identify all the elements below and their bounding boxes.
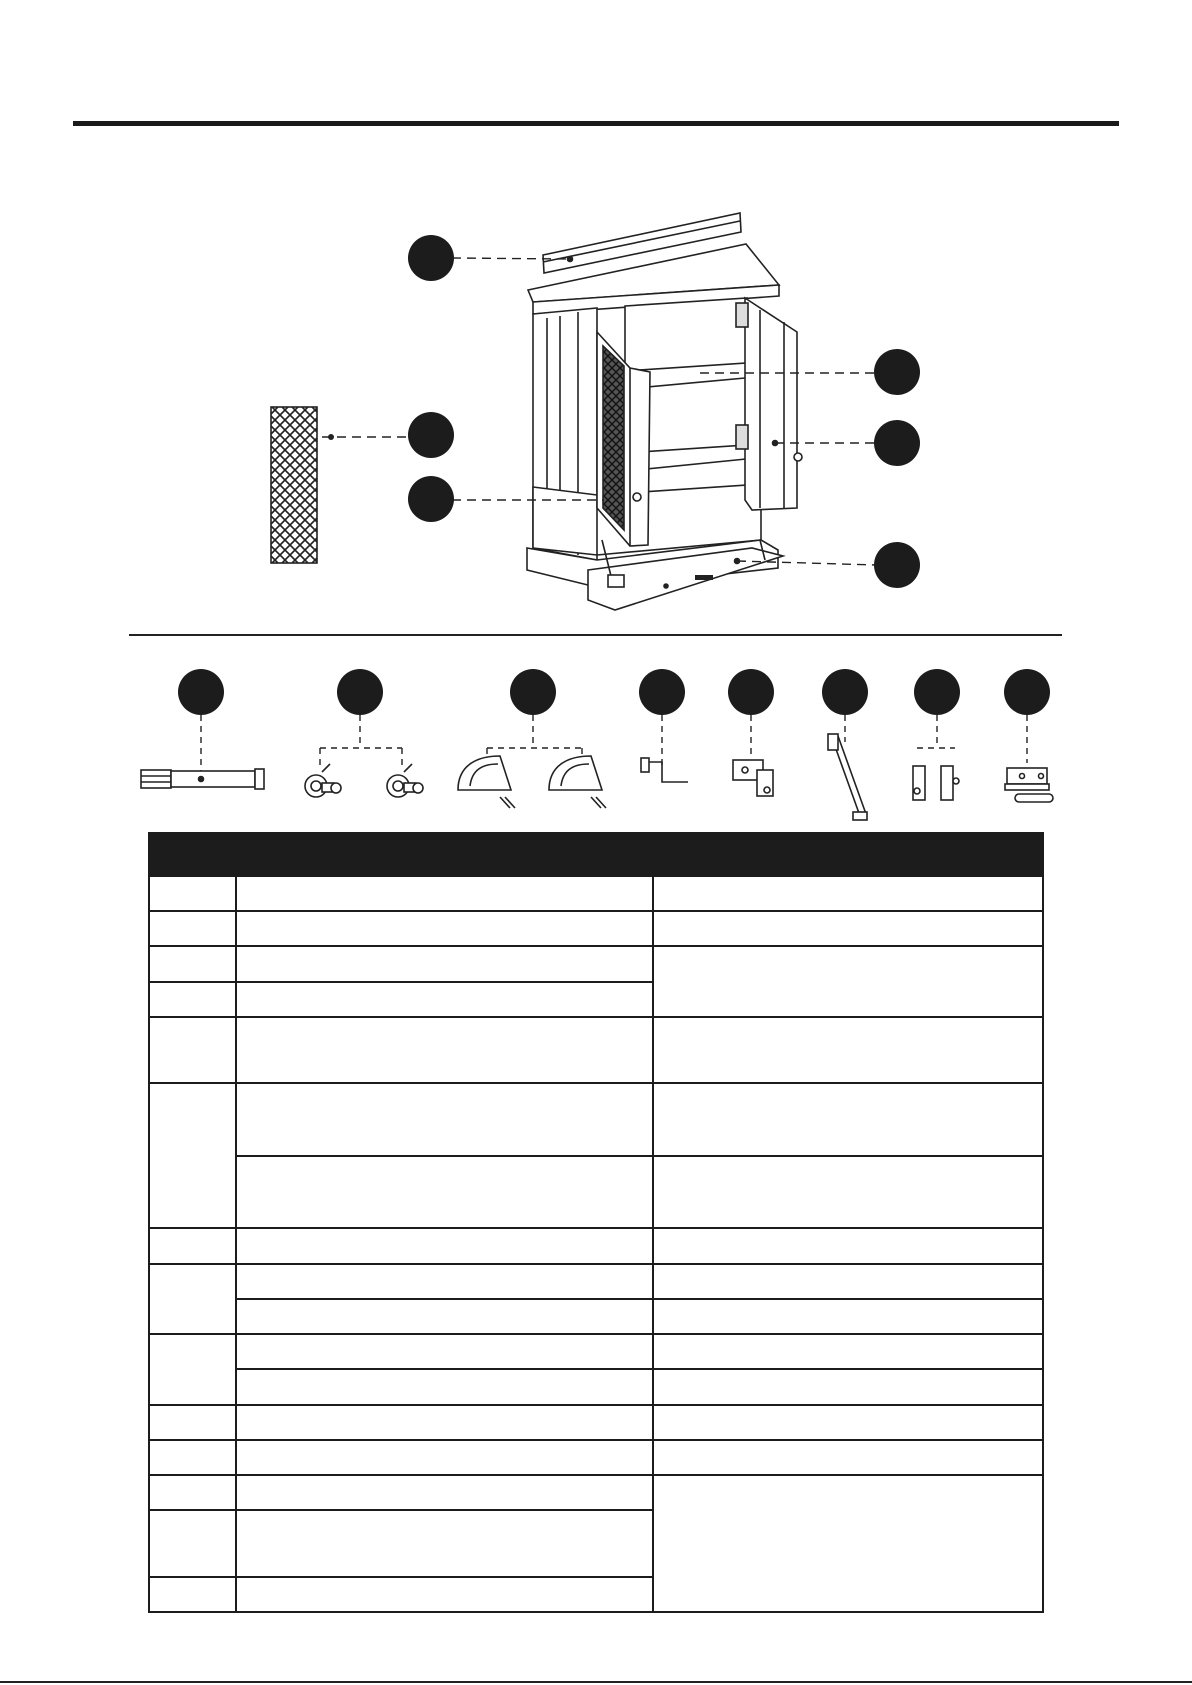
table-row — [149, 1228, 1043, 1263]
table-row — [149, 1475, 1043, 1510]
table-row — [149, 1083, 1043, 1156]
table-row — [149, 1334, 1043, 1369]
l-brackets — [913, 766, 959, 800]
bottom-divider — [0, 1681, 1192, 1683]
table-row — [149, 1156, 1043, 1229]
table-row — [149, 1017, 1043, 1083]
table-header-cell — [653, 833, 1043, 876]
hardware-items — [141, 734, 1053, 820]
right-door — [736, 298, 802, 510]
table-row — [149, 1264, 1043, 1299]
table-row — [149, 1440, 1043, 1475]
table-row — [149, 1299, 1043, 1334]
knobs — [305, 764, 423, 797]
allen-key-handle — [141, 769, 264, 789]
gas-strut — [828, 734, 867, 820]
hinge — [733, 760, 773, 796]
parts-diagram — [0, 0, 1192, 840]
hardware-markers — [178, 669, 1050, 715]
section-divider — [129, 634, 1062, 636]
table-row — [149, 911, 1043, 946]
lattice-panel — [271, 407, 317, 563]
cup-handles — [458, 756, 606, 808]
allen-key — [641, 758, 688, 782]
magnetic-catch — [1005, 768, 1053, 802]
table-header-cell — [236, 833, 653, 876]
table-row — [149, 876, 1043, 911]
table-row — [149, 946, 1043, 981]
table-row — [149, 1405, 1043, 1440]
parts-list-table — [148, 832, 1044, 1613]
table-row — [149, 1369, 1043, 1404]
table-header-row — [149, 833, 1043, 876]
table-header-cell — [149, 833, 236, 876]
